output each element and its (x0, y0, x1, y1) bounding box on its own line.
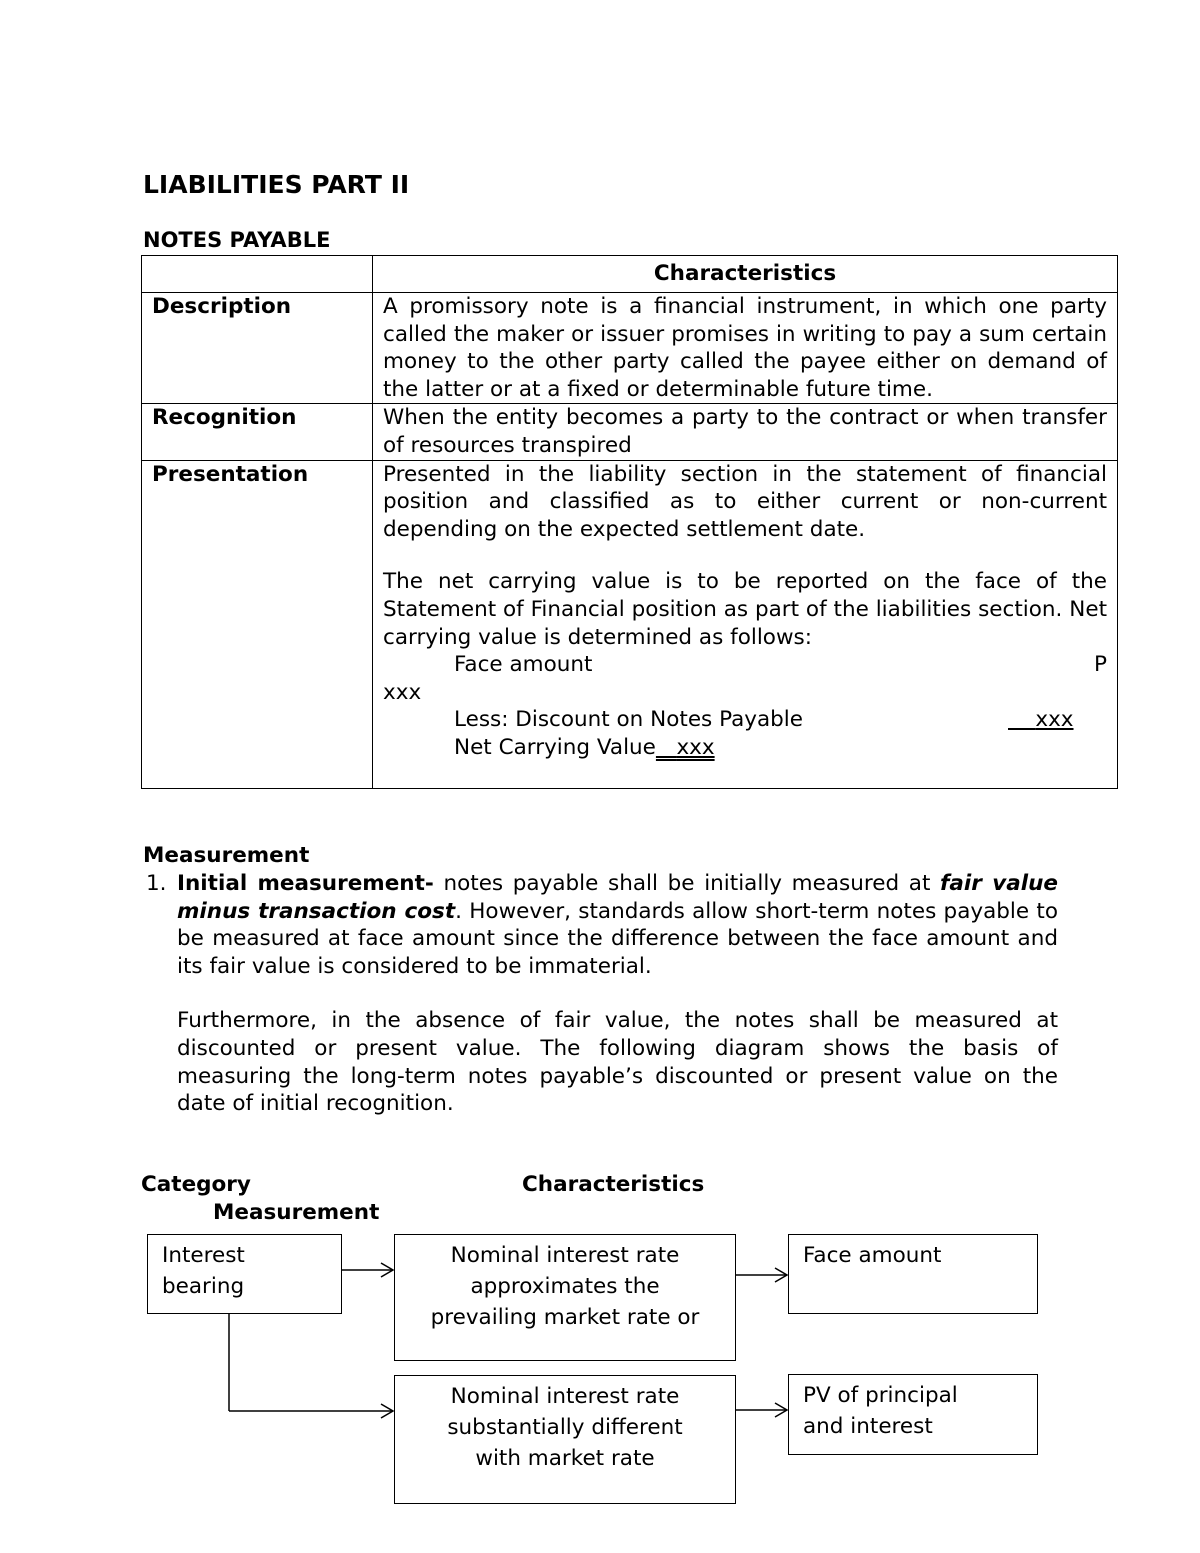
presentation-paragraph-2: The net carrying value is to be reported on the face of the Statement of Financial position as part of the liabilities section. Net carrying value is determined as follows: (383, 569, 1107, 650)
less-discount-value: xxx (1035, 707, 1074, 733)
term-dash: - (424, 871, 434, 896)
item-text-b: . However, standards allow short-term notes payable to be measured at face amount since the difference between the face amount and its fair value is considered to be immaterial. (177, 898, 1058, 979)
net-carrying-value: xxx (676, 734, 715, 760)
table-header-characteristics: Characteristics (373, 256, 1118, 293)
characteristic-box-different: Nominal interest rate substantially different with market rate (394, 1375, 736, 1504)
face-amount-value: xxx (383, 679, 422, 705)
measurement-box-face-amount: Face amount (788, 1234, 1038, 1314)
measurement-box-pv: PV of principal and interest (788, 1374, 1038, 1455)
net-carrying-label: Net Carrying Value (454, 734, 656, 760)
diagram-header-characteristics: Characteristics (522, 1172, 705, 1197)
row-label-description: Description (142, 293, 373, 404)
face-amount-label: Face amount (454, 652, 593, 678)
section-title: NOTES PAYABLE (143, 228, 331, 252)
row-label-recognition: Recognition (142, 404, 373, 460)
row-label-presentation: Presentation (142, 460, 373, 788)
row-text-recognition: When the entity becomes a party to the contract or when transfer of resources transpired (373, 404, 1118, 460)
fair-value-term: fair value minus transaction cost (177, 871, 1058, 924)
initial-measurement-term: Initial measurement (177, 871, 425, 896)
presentation-paragraph-1: Presented in the liability section in the statement of financial position and classified as to either current or non-current depending on the expected settlement date. (383, 461, 1107, 542)
characteristic-box-approximates: Nominal interest rate approximates the prevailing market rate or (394, 1234, 736, 1361)
row-text-description: A promissory note is a financial instrument, in which one party called the maker or issuer promises in writing to pay a sum certain money to the other party called the payee either on demand of the latter or at a fixed or determinable future time. (373, 293, 1118, 404)
list-number: 1. (146, 871, 167, 896)
measurement-heading: Measurement (143, 843, 310, 868)
diagram-header-measurement: Measurement (213, 1200, 380, 1225)
face-amount-currency: P (1094, 652, 1107, 678)
item-text-a: notes payable shall be initially measured at (433, 871, 941, 896)
list-item-paragraph-2: Furthermore, in the absence of fair value, the notes shall be measured at discounted or present value. The following diagram shows the basis of measuring the long-term notes payable’s discounted or present value on the date of initial recognition. (177, 1008, 1058, 1117)
less-discount-label: Less: Discount on Notes Payable (454, 707, 803, 733)
category-box-interest-bearing: Interest bearing (147, 1234, 342, 1314)
document-title: LIABILITIES PART II (143, 170, 410, 199)
diagram-header-category: Category (141, 1172, 251, 1197)
